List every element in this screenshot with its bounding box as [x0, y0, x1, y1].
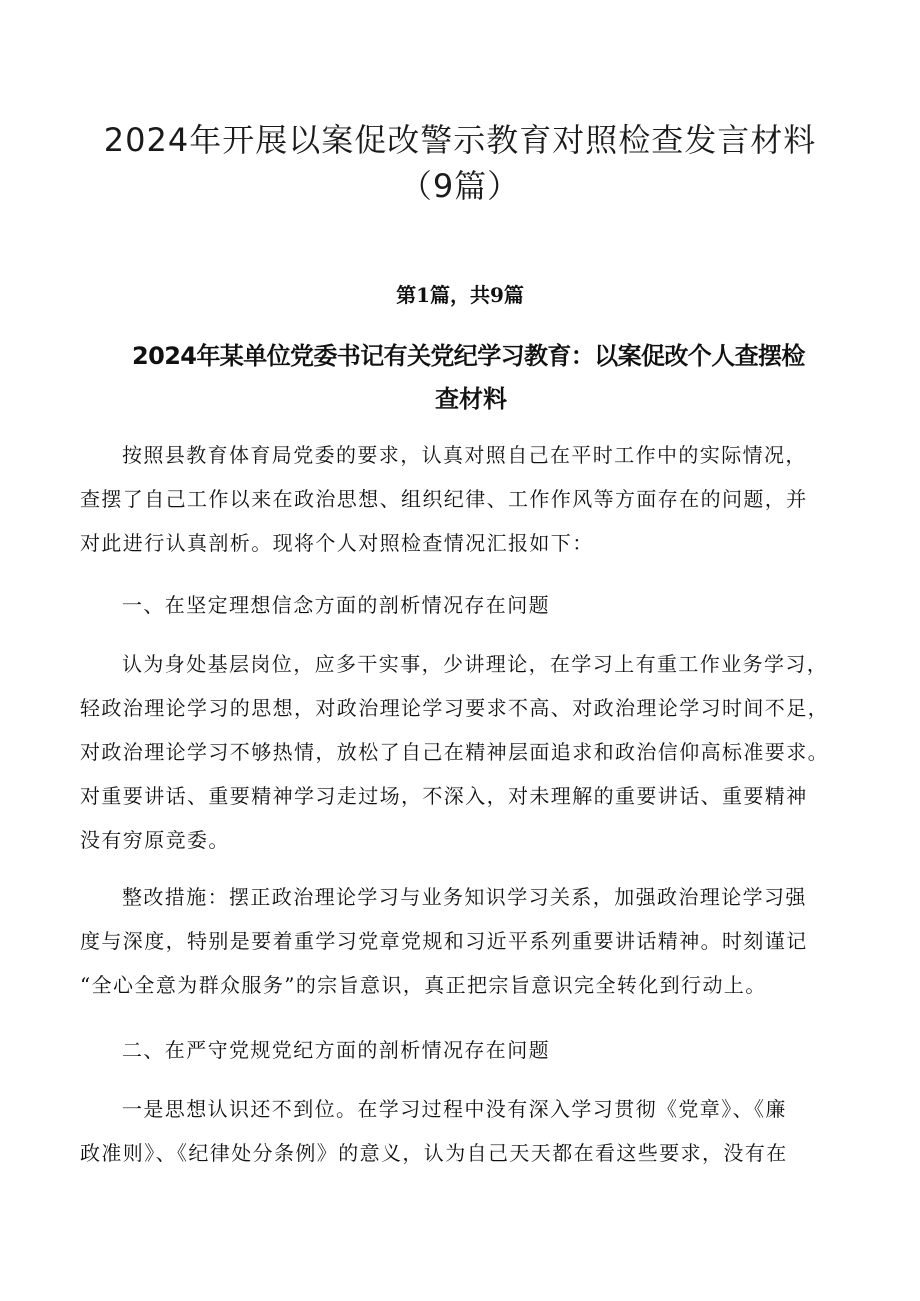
section-one-paragraph	[80, 642, 860, 862]
paragraph-line: 轻政治理论学习的思想，对政治理论学习要求不高、对政治理论学习时间不足，	[80, 696, 829, 720]
paragraph-line: 按照县教育体育局党委的要求，认真对照自己在平时工作中的实际情况，	[122, 443, 807, 467]
paragraph-line: 整改措施：摆正政治理论学习与业务知识学习关系，加强政治理论学习强	[122, 885, 807, 909]
section-two-paragraph	[80, 1087, 860, 1175]
document-title: 2024年开展以案促改警示教育对照检查发言材料	[103, 121, 817, 159]
rectification-paragraph	[80, 875, 860, 1007]
intro-paragraph	[80, 433, 860, 565]
document-title-count: （9篇）	[399, 167, 521, 205]
part-label: 第1篇，共9篇	[396, 283, 524, 307]
paragraph-line: “全心全意为群众服务”的宗旨意识，真正把宗旨意识完全转化到行动上。	[80, 973, 767, 997]
section-heading: 二、在严守党规党纪方面的剖析情况存在问题	[122, 1038, 550, 1062]
section-heading: 一、在坚定理想信念方面的剖析情况存在问题	[122, 593, 550, 617]
paragraph-line: 没有穷原竞委。	[80, 828, 230, 852]
article-title-continued: 查材料	[435, 385, 507, 413]
paragraph-line: 对政治理论学习不够热情，放松了自己在精神层面追求和政治信仰高标准要求。	[80, 740, 829, 764]
paragraph-line: 度与深度，特别是要着重学习党章党规和习近平系列重要讲话精神。时刻谨记	[80, 929, 808, 953]
paragraph-line: 一是思想认识还不到位。在学习过程中没有深入学习贯彻《党章》、《廉	[122, 1097, 787, 1121]
paragraph-line: 政准则》、《纪律处分条例》的意义，认为自己天天都在看这些要求，没有在	[80, 1141, 788, 1165]
paragraph-line: 认为身处基层岗位，应多干实事，少讲理论，在学习上有重工作业务学习，	[122, 652, 829, 676]
paragraph-line: 对此进行认真剖析。现将个人对照检查情况汇报如下：	[80, 531, 594, 555]
paragraph-line: 对重要讲话、重要精神学习走过场，不深入，对未理解的重要讲话、重要精神	[80, 784, 808, 808]
paragraph-line: 查摆了自己工作以来在政治思想、组织纪律、工作作风等方面存在的问题，并	[80, 487, 808, 511]
article-title: 2024年某单位党委书记有关党纪学习教育：以案促改个人查摆检	[132, 342, 805, 370]
